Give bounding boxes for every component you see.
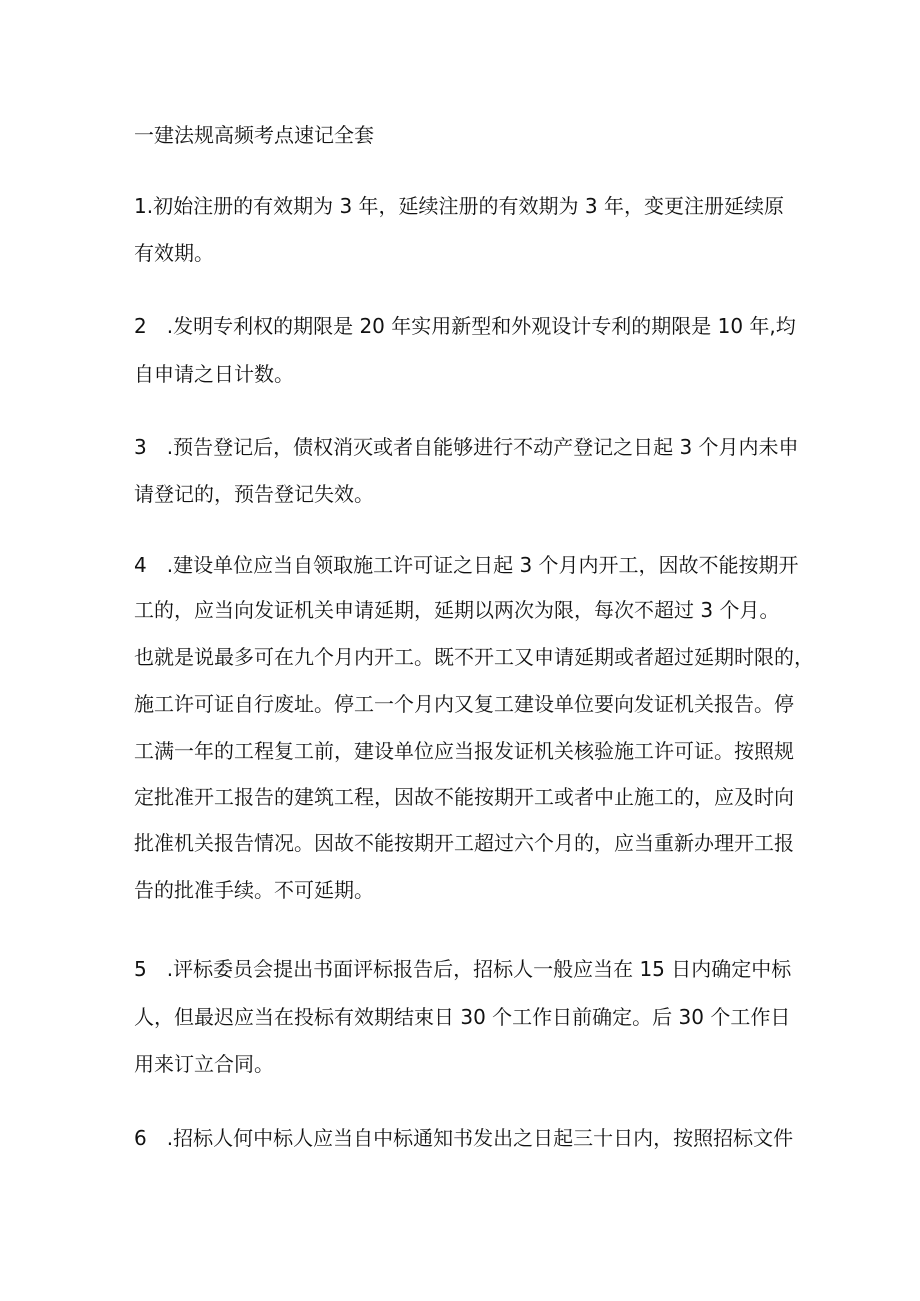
text-line: 2 .发明专利权的期限是 20 年实用新型和外观设计专利的期限是 10 年,均 <box>134 314 796 338</box>
text-line: 工满一年的工程复工前，建设单位应当报发证机关核验施工许可证。按照规 <box>134 739 794 763</box>
text-line: 定批准开工报告的建筑工程，因故不能按期开工或者中止施工的，应及时向 <box>134 785 794 809</box>
text-line: 批准机关报告情况。因故不能按期开工超过六个月的，应当重新办理开工报 <box>134 831 794 855</box>
text-line: 工的，应当向发证机关申请延期，延期以两次为限，每次不超过 3 个月。 <box>134 598 780 622</box>
text-line: 自申请之日计数。 <box>134 362 294 386</box>
text-line: 3 .预告登记后，债权消灭或者自能够进行不动产登记之日起 3 个月内未申 <box>134 435 799 459</box>
text-line: 1.初始注册的有效期为 3 年，延续注册的有效期为 3 年，变更注册延续原 <box>134 194 784 218</box>
text-line: 请登记的，预告登记失效。 <box>134 482 374 506</box>
text-line: 施工许可证自行废址。停工一个月内又复工建设单位要向发证机关报告。停 <box>134 692 794 716</box>
document-title: 一建法规高频考点速记全套 <box>134 123 374 147</box>
text-line: 有效期。 <box>134 241 214 265</box>
text-line: 4 .建设单位应当自领取施工许可证之日起 3 个月内开工，因故不能按期开 <box>134 553 799 577</box>
text-line: 人，但最迟应当在投标有效期结束日 30 个工作日前确定。后 30 个工作日 <box>134 1005 791 1029</box>
text-line: 5 .评标委员会提出书面评标报告后，招标人一般应当在 15 日内确定中标 <box>134 957 792 981</box>
text-line: 也就是说最多可在九个月内开工。既不开工又申请延期或者超过延期时限的， <box>134 645 814 669</box>
text-line: 告的批准手续。不可延期。 <box>134 878 374 902</box>
text-line: 用来订立合同。 <box>134 1052 274 1076</box>
text-line: 6 .招标人何中标人应当自中标通知书发出之日起三十日内，按照招标文件 <box>134 1126 794 1150</box>
